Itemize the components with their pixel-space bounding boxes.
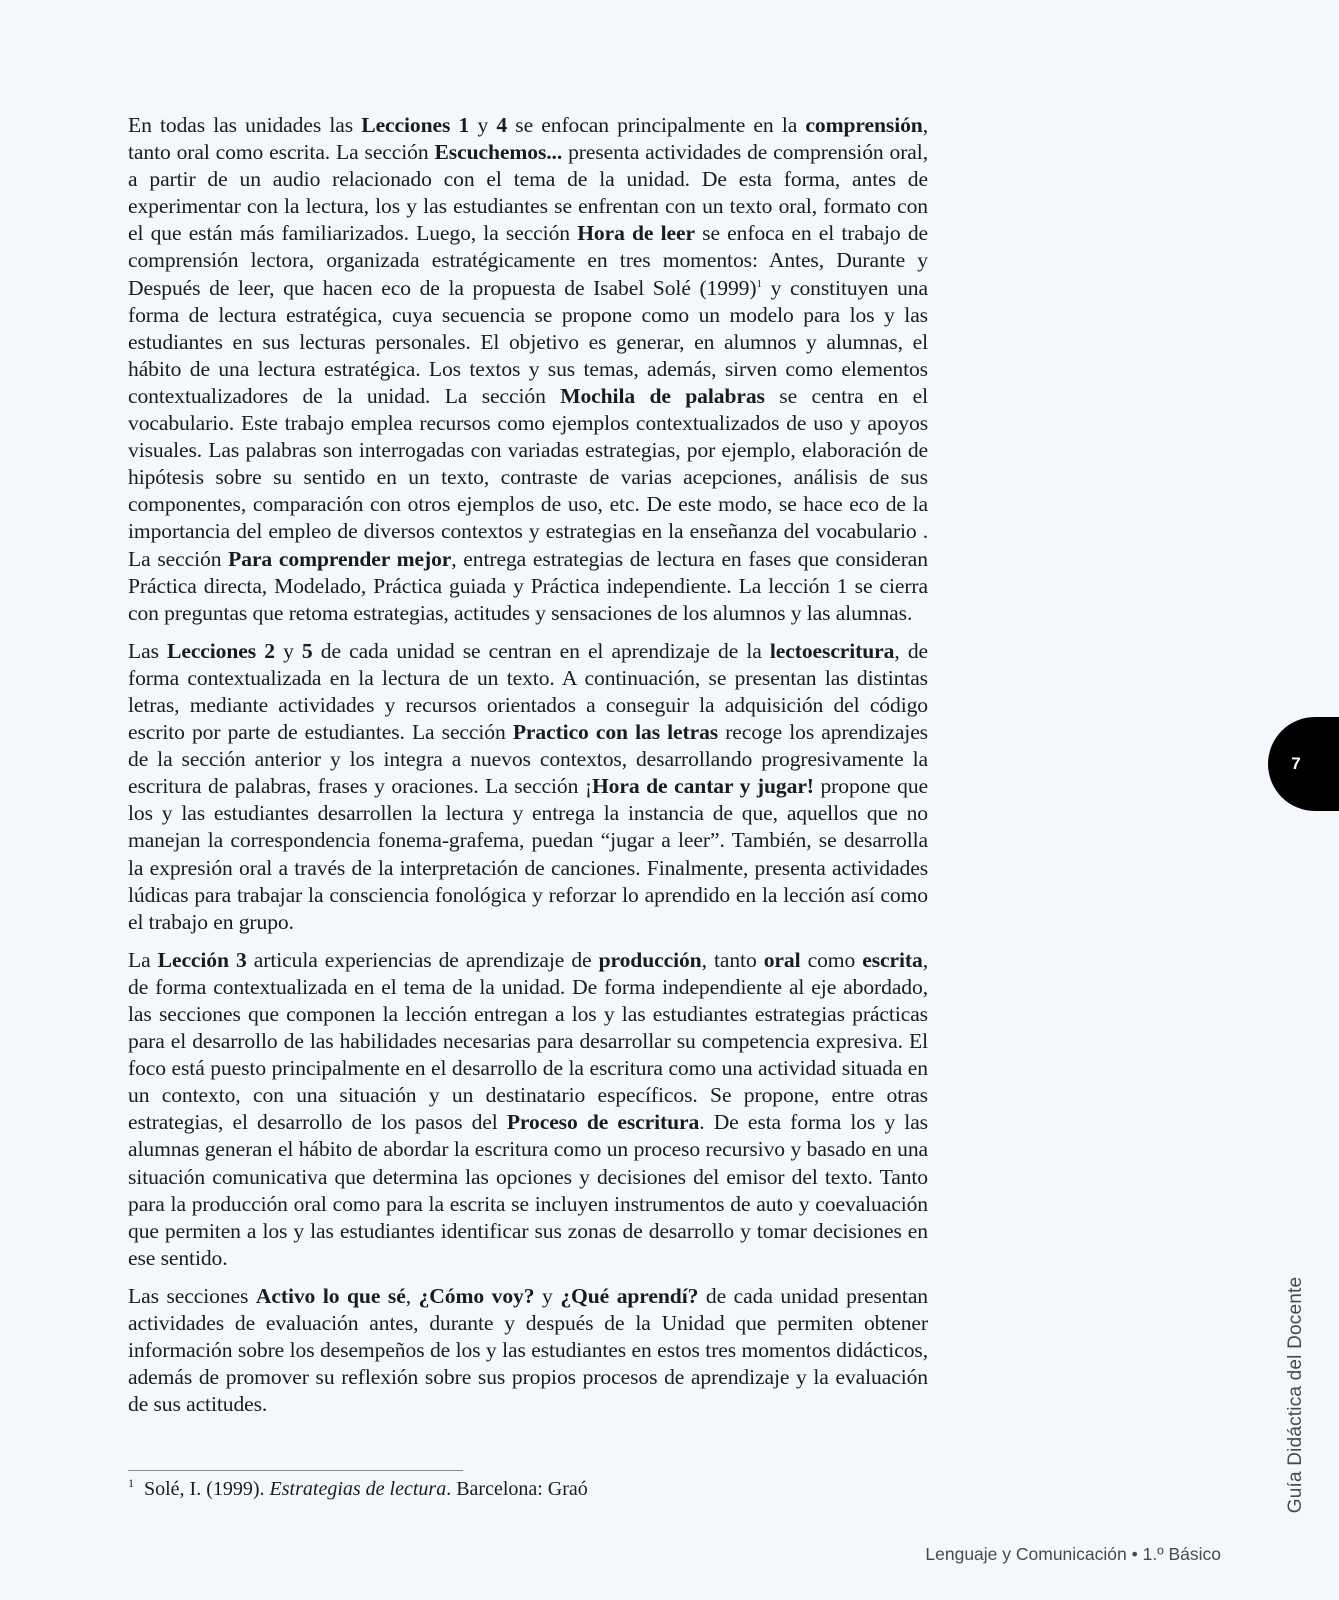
text-run: , de forma contextualizada en la lectura de un texto. A continuación, se presentan las distintas letras, mediante actividades y recursos orientados a conseguir la adquisición del código escrito por parte de estudiantes. La sección xyxy=(128,638,928,745)
text-run: , tanto oral como escrita. La sección xyxy=(128,113,929,165)
text-run: y constituyen una forma de lectura estratégica, cuya secuencia se propone como un modelo para los y las estudiantes en sus lecturas personales. El objetivo es generar, en alumnos y alumnas, el hábito de una lectura estratégica. Los textos y sus temas, además, sirven como elementos contextualizadores de la unidad. La sección xyxy=(128,275,928,408)
footnote-author: Solé, I. (1999). xyxy=(144,1478,270,1500)
text-run: se enfocan principalmente en la xyxy=(507,113,806,137)
text-run: , xyxy=(405,1283,419,1308)
bold-term: lectoescritura xyxy=(769,638,895,663)
bold-term: 5 xyxy=(301,638,313,663)
text-run: se centra en el vocabulario. Este trabajo emplea recursos como ejemplos contextualizados de uso y apoyos visuales. Las palabras son interrogadas con variadas estrategias, por ejemplo, elaboración de hipótesis sobre su sentido en un texto, contraste de varias acepciones, análisis de sus componentes, comparación con otros ejemplos de uso, etc. De este modo, se hace eco de la importancia del empleo de diversos contextos y estrategias en la enseñanza del vocabulario . La sección xyxy=(128,383,928,571)
bold-term: Para comprender mejor xyxy=(228,546,452,571)
text-run: articula experiencias de aprendizaje de xyxy=(246,947,599,972)
bold-term: 4 xyxy=(496,113,508,137)
text-run: La xyxy=(128,947,158,972)
bold-term: Lección 3 xyxy=(157,947,247,972)
bold-term: Escuchemos... xyxy=(434,140,563,165)
bold-term: oral xyxy=(763,947,801,972)
text-run: y xyxy=(469,113,497,137)
text-run: y xyxy=(274,638,302,663)
bold-term: Activo lo que sé xyxy=(255,1283,406,1308)
footnote-book-title: Estrategias de lectura xyxy=(269,1478,447,1500)
bold-term: Mochila de palabras xyxy=(560,383,765,408)
bold-term: comprensión xyxy=(805,113,923,137)
paragraph-4 xyxy=(128,1283,928,1418)
text-run: Las secciones xyxy=(128,1283,256,1308)
bold-term: Hora de leer xyxy=(577,221,695,246)
footnote-reference: 1 xyxy=(756,277,762,290)
bold-term: Practico con las letras xyxy=(512,720,719,745)
bold-term: ¿Cómo voy? xyxy=(418,1283,535,1308)
text-run: , de forma contextualizada en el tema de la unidad. De forma independiente al eje abordado, las secciones que componen la lección entregan a los y las estudiantes estrategias prácticas para el desarrollo de las habilidades necesarias para desarrollar su competencia expresiva. El foco está puesto principalmente en el desarrollo de la escritura como una actividad situada en un contexto, con una situación y un destinatario específicos. Se propone, entre otras estrategias, el desarrollo de los pasos del xyxy=(128,947,929,1135)
bold-term: Lecciones 1 xyxy=(361,113,470,137)
footnote-publisher: . Barcelona: Graó xyxy=(446,1478,588,1500)
page-footer: Lenguaje y Comunicación • 1.º Básico xyxy=(925,1544,1221,1564)
text-run: y xyxy=(534,1283,561,1308)
footnote-number: 1 xyxy=(128,1476,134,1491)
text-run: se enfoca en el trabajo de comprensión lectora, organizada estratégicamente en tres momentos: Antes, Durante y Después de leer, que hacen eco de la propuesta de Isabel Solé (1999) xyxy=(128,221,928,300)
footnote xyxy=(128,1476,588,1502)
text-run: de cada unidad presentan actividades de evaluación antes, durante y después de la Unidad que permiten obtener información sobre los desempeños de los y las estudiantes en estos tres momentos didácticos, además de promover su reflexión sobre sus propios procesos de aprendizaje y la evaluación de sus actitudes. xyxy=(128,1283,928,1417)
text-run: de cada unidad se centran en el aprendizaje de la xyxy=(312,638,770,663)
text-run: En todas las unidades las xyxy=(128,113,362,137)
footnote-divider xyxy=(128,1470,463,1471)
text-run: Las xyxy=(128,638,168,663)
text-run: propone que los y las estudiantes desarrollen la lectura y entrega la instancia de que, aquellos que no manejan la correspondencia fonema-grafema, puedan “jugar a leer”. También, se desarrolla la expresión oral a través de la interpretación de canciones. Finalmente, presenta actividades lúdicas para trabajar la consciencia fonológica y reforzar lo aprendido en la lección así como el trabajo en grupo. xyxy=(128,774,928,934)
bold-term: Lecciones 2 xyxy=(167,638,275,663)
text-run: como xyxy=(800,947,863,972)
bold-term: escrita xyxy=(862,947,923,972)
side-title: Guía Didáctica del Docente xyxy=(1285,1276,1306,1514)
page-number: 7 xyxy=(1291,754,1301,773)
text-run: , tanto xyxy=(701,947,764,972)
text-run: , entrega estrategias de lectura en fases que consideran Práctica directa, Modelado, Práctica guiada y Práctica independiente. La lección 1 se cierra con preguntas que retoma estrategias, actitudes y sensaciones de los alumnos y las alumnas. xyxy=(128,546,928,625)
paragraph-2 xyxy=(128,638,928,936)
paragraph-3 xyxy=(128,947,928,1272)
text-run: recoge los aprendizajes de la sección anterior y los integra a nuevos contextos, desarrollando progresivamente la escritura de palabras, frases y oraciones. La sección ¡ xyxy=(128,720,928,799)
bold-term: Proceso de escritura xyxy=(506,1110,700,1135)
main-text xyxy=(128,112,928,1429)
bold-term: producción xyxy=(598,947,702,972)
text-run: . De esta forma los y las alumnas generan el hábito de abordar la escritura como un proceso recursivo y basado en una situación comunicativa que determina las opciones y decisiones del emisor del texto. Tanto para la producción oral como para la escrita se incluyen instrumentos de auto y coevaluación que permiten a los y las estudiantes identificar sus zonas de desarrollo y tomar decisiones en ese sentido. xyxy=(128,1110,928,1270)
paragraph-1 xyxy=(128,112,928,627)
bold-term: ¿Qué aprendí? xyxy=(560,1283,699,1308)
text-run: presenta actividades de comprensión oral, a partir de un audio relacionado con el tema de la unidad. De esta forma, antes de experimentar con la lectura, los y las estudiantes se enfrentan con un texto oral, formato con el que están más familiarizados. Luego, la sección xyxy=(128,140,928,246)
bold-term: Hora de cantar y jugar! xyxy=(591,774,814,799)
